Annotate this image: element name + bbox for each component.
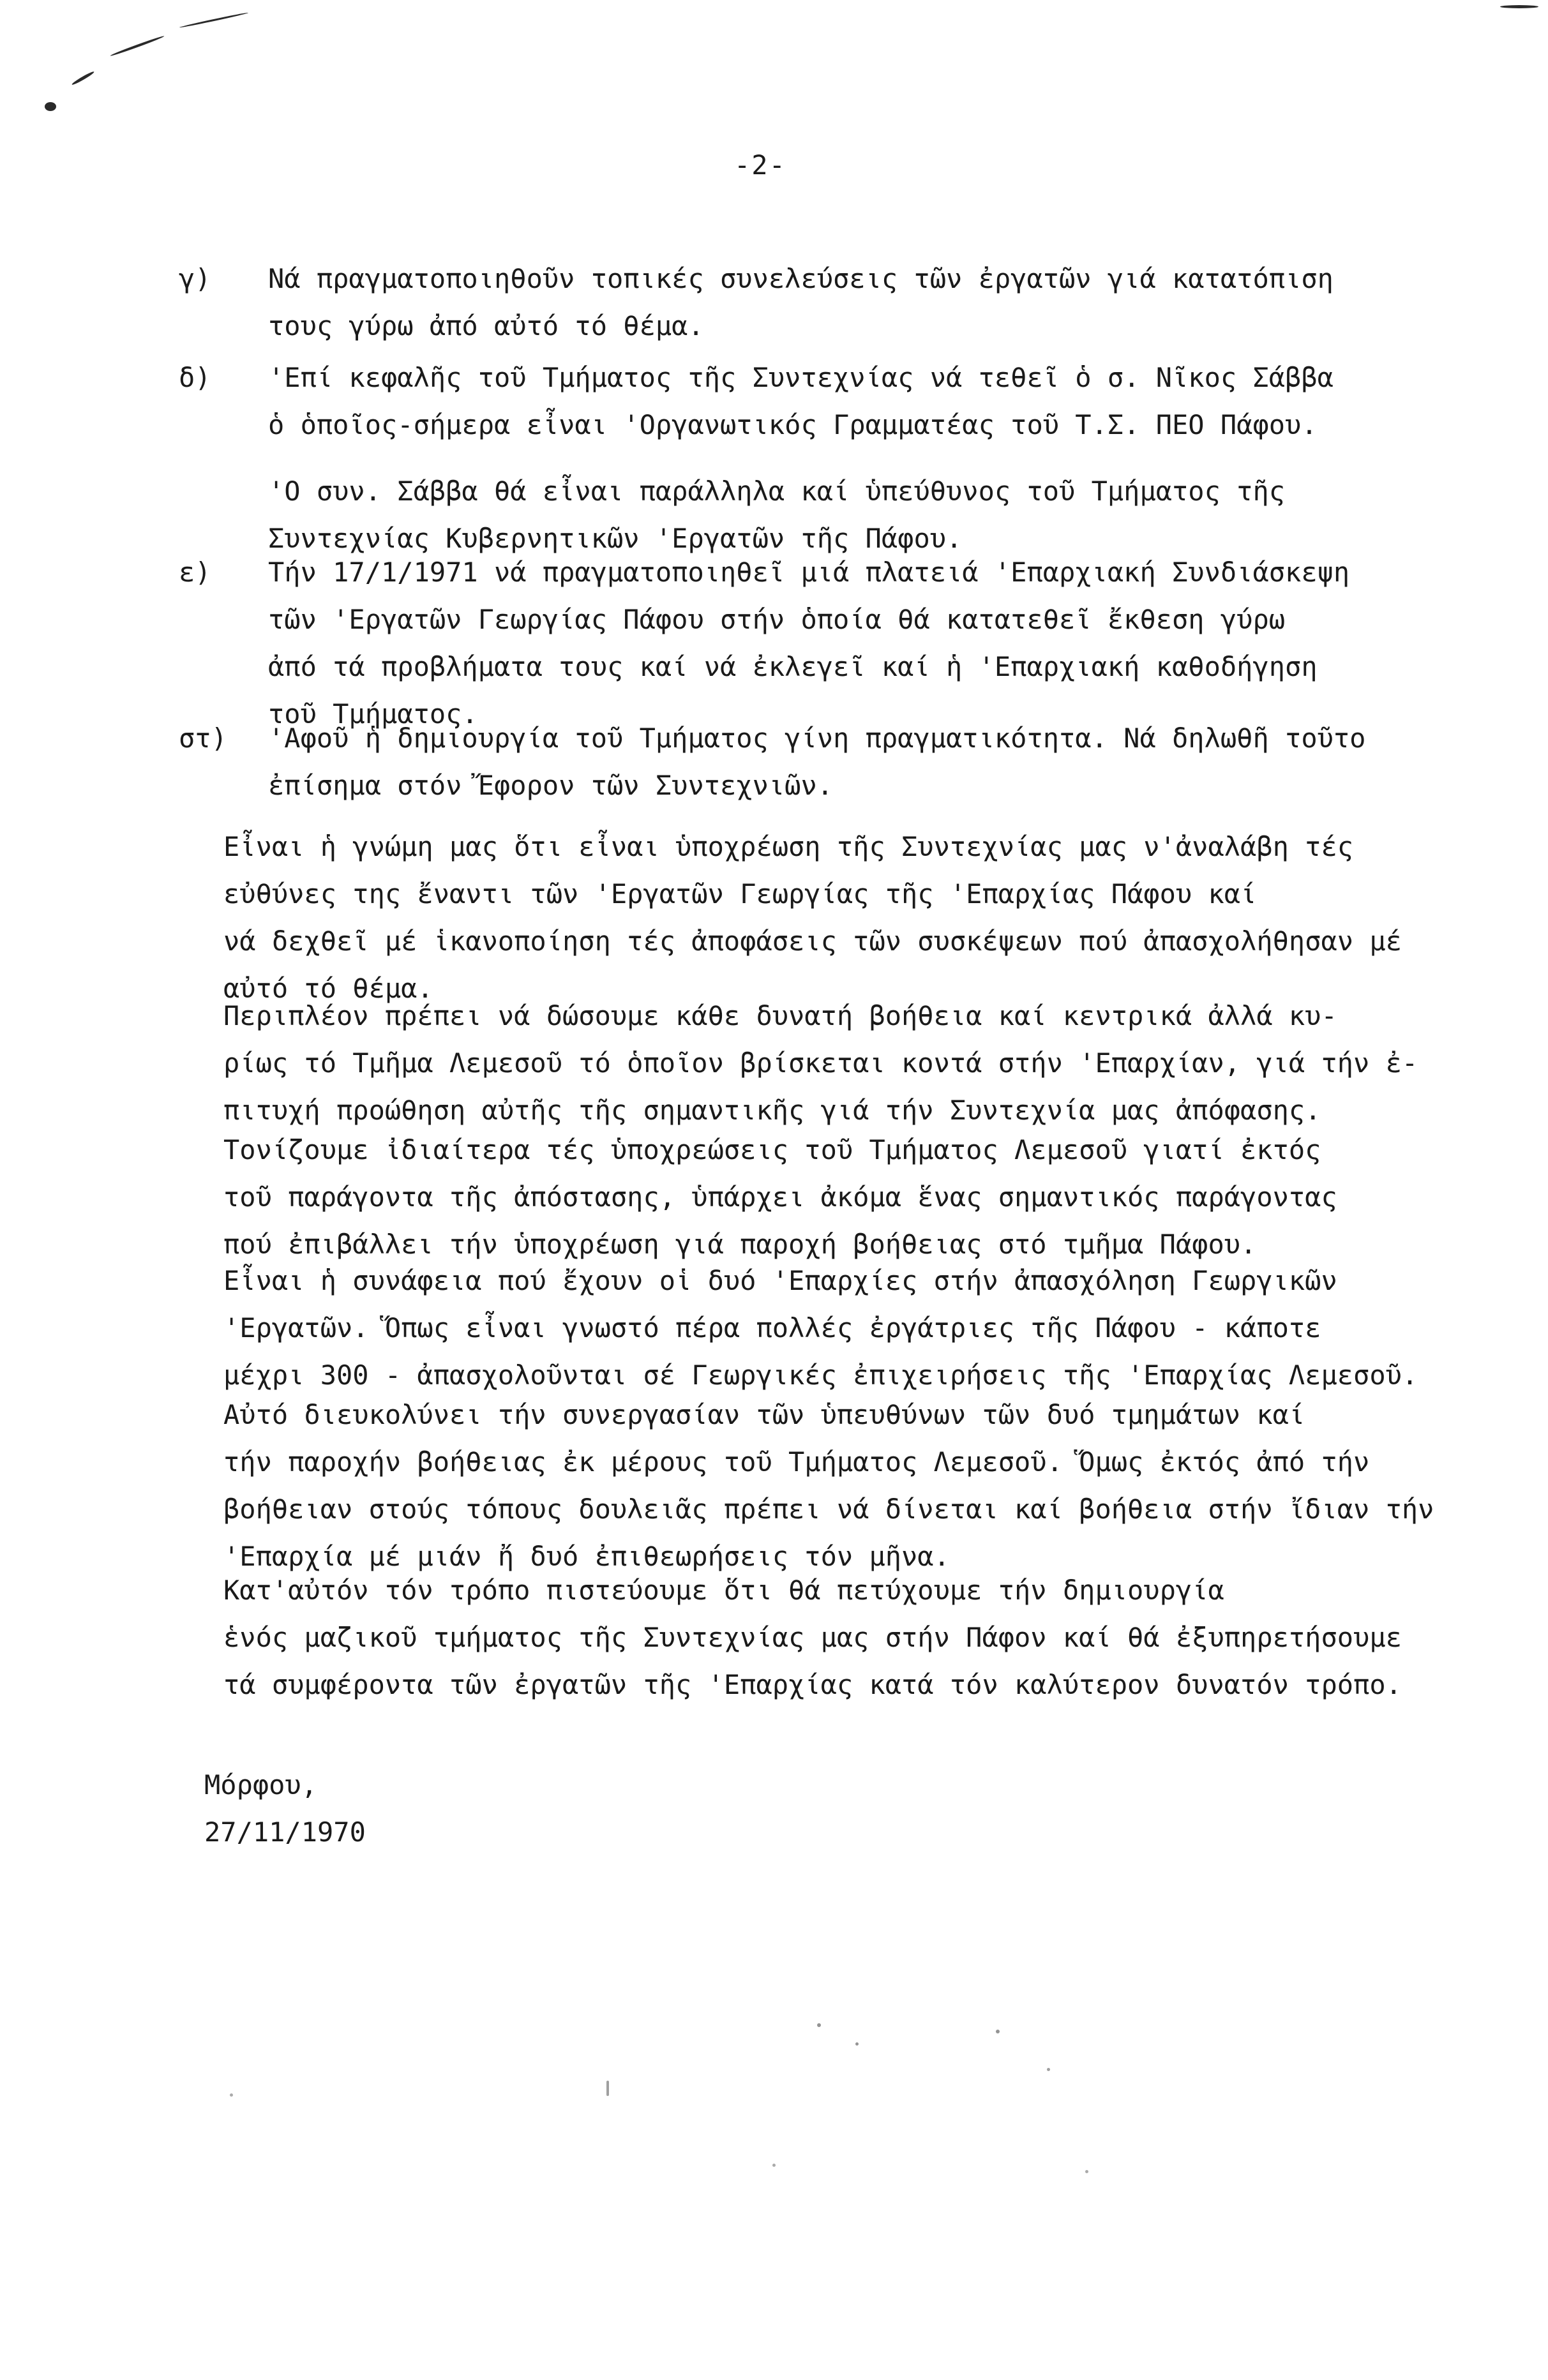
text-line: τῶν 'Εργατῶν Γεωργίας Πάφου στήν ὁποία θά κατατεθεῖ ἔκθεση γύρω [268, 604, 1286, 635]
list-item-label: στ) [179, 722, 227, 754]
scan-mark [1085, 2170, 1088, 2173]
text-line: Εἶναι ἡ γνώμη μας ὅτι εἶναι ὑποχρέωση τῆς Συντεχνίας μας ν'ἀναλάβη τές [223, 831, 1354, 862]
text-line: τους γύρω ἀπό αὐτό τό θέμα. [268, 310, 704, 341]
text-line: τοῦ Τμήματος. [268, 698, 478, 730]
scan-mark [817, 2023, 821, 2027]
text-line: Εἶναι ἡ συνάφεια πού ἔχουν οἱ δυό 'Επαρχίες στήν ἀπασχόληση Γεωργικῶν [223, 1265, 1337, 1296]
text-line: νά δεχθεῖ μέ ἱκανοποίηση τές ἀποφάσεις τῶν συσκέψεων πού ἀπασχολήθησαν μέ [223, 925, 1402, 957]
text-line: εὐθύνες της ἔναντι τῶν 'Εργατῶν Γεωργίας τῆς 'Επαρχίας Πάφου καί [223, 878, 1257, 909]
text-line: βοήθειαν στούς τόπους δουλειᾶς πρέπει νά δίνεται καί βοήθεια στήν ἴδιαν τήν [223, 1493, 1434, 1525]
page-number: -2- [734, 149, 786, 181]
signature-date: 27/11/1970 [204, 1816, 366, 1848]
text-line: Τήν 17/1/1971 νά πραγματοποιηθεῖ μιά πλατειά 'Επαρχιακή Συνδιάσκεψη [268, 557, 1350, 588]
signature-block [204, 1762, 366, 1856]
list-item-text [268, 715, 1365, 809]
text-line: Τονίζουμε ἰδιαίτερα τές ὑποχρεώσεις τοῦ Τμήματος Λεμεσοῦ γιατί ἐκτός [223, 1134, 1321, 1165]
text-line: μέχρι 300 - ἀπασχολοῦνται σέ Γεωργικές ἐπιχειρήσεις τῆς 'Επαρχίας Λεμεσοῦ. [223, 1359, 1418, 1391]
paragraph [223, 823, 1402, 1012]
signature-place: Μόρφου, [204, 1769, 318, 1800]
scan-mark [772, 2164, 776, 2167]
scan-mark [110, 35, 165, 57]
list-item-text [268, 354, 1334, 562]
scan-mark [1047, 2068, 1050, 2071]
text-line: ὁ ὁποῖος-σήμερα εἶναι 'Οργανωτικός Γραμματέας τοῦ Τ.Σ. ΠΕΟ Πάφου. [268, 409, 1318, 440]
paragraph [223, 1567, 1402, 1709]
paragraph [223, 1126, 1337, 1268]
scan-mark [71, 70, 94, 86]
text-line: 'Επαρχία μέ μιάν ἤ δυό ἐπιθεωρήσεις τόν μῆνα. [223, 1541, 950, 1572]
text-line: Νά πραγματοποιηθοῦν τοπικές συνελεύσεις τῶν ἐργατῶν γιά κατατόπιση [268, 263, 1334, 294]
scan-mark [606, 2081, 609, 2096]
scan-mark [996, 2030, 1000, 2033]
text-line: τήν παροχήν βοήθειας ἐκ μέρους τοῦ Τμήματος Λεμεσοῦ. Ὅμως ἐκτός ἀπό τήν [223, 1446, 1370, 1478]
text-line: ἀπό τά προβλήματα τους καί νά ἐκλεγεῖ καί ἡ 'Επαρχιακή καθοδήγηση [268, 651, 1318, 682]
text-line: τά συμφέροντα τῶν ἐργατῶν τῆς 'Επαρχίας κατά τόν καλύτερον δυνατόν τρόπο. [223, 1669, 1402, 1700]
list-item-label: ε) [179, 557, 211, 588]
text-line: ρίως τό Τμῆμα Λεμεσοῦ τό ὁποῖον βρίσκεται κοντά στήν 'Επαρχίαν, γιά τήν ἐ- [223, 1047, 1418, 1079]
scan-mark [179, 12, 248, 29]
text-line: 'Επί κεφαλῆς τοῦ Τμήματος τῆς Συντεχνίας νά τεθεῖ ὁ σ. Νῖκος Σάββα [268, 362, 1334, 393]
text-line: τοῦ παράγοντα τῆς ἀπόστασης, ὑπάρχει ἀκόμα ἕνας σημαντικός παράγοντας [223, 1181, 1337, 1213]
scan-mark [45, 102, 56, 111]
list-item-text [268, 549, 1349, 738]
text-line: Κατ'αὐτόν τόν τρόπο πιστεύουμε ὅτι θά πετύχουμε τήν δημιουργία [223, 1575, 1224, 1606]
text-line: 'Ο συν. Σάββα θά εἶναι παράλληλα καί ὑπεύθυνος τοῦ Τμήματος τῆς [268, 475, 1286, 507]
text-line: ἑνός μαζικοῦ τμήματος τῆς Συντεχνίας μας στήν Πάφον καί θά ἐξυπηρετήσουμε [223, 1622, 1402, 1653]
list-item-label: γ) [179, 263, 211, 294]
text-line: 'Αφοῦ ἡ δημιουργία τοῦ Τμήματος γίνη πραγματικότητα. Νά δηλωθῆ τοῦτο [268, 722, 1366, 754]
text-line: 'Εργατῶν. Ὅπως εἶναι γνωστό πέρα πολλές ἐργάτριες τῆς Πάφου - κάποτε [223, 1312, 1321, 1343]
text-line: Αὐτό διευκολύνει τήν συνεργασίαν τῶν ὑπευθύνων τῶν δυό τμημάτων καί [223, 1399, 1305, 1430]
text-line: πιτυχή προώθηση αὐτῆς τῆς σημαντικῆς γιά τήν Συντεχνία μας ἀπόφασης. [223, 1095, 1321, 1126]
text-line: αὐτό τό θέμα. [223, 973, 433, 1004]
scan-mark [230, 2093, 233, 2097]
scan-mark [1500, 5, 1538, 8]
paragraph [223, 1257, 1418, 1399]
text-line: ἐπίσημα στόν Ἔφορον τῶν Συντεχνιῶν. [268, 770, 834, 801]
text-line: Περιπλέον πρέπει νά δώσουμε κάθε δυνατή βοήθεια καί κεντρικά ἀλλά κυ- [223, 1000, 1337, 1031]
scan-mark [855, 2042, 859, 2046]
text-line [268, 449, 1334, 468]
paragraph [223, 992, 1418, 1134]
text-line: Συντεχνίας Κυβερνητικῶν 'Εργατῶν τῆς Πάφου. [268, 523, 963, 554]
paragraph [223, 1391, 1434, 1580]
list-item-label: δ) [179, 362, 211, 393]
list-item-text [268, 255, 1334, 350]
text-line: πού ἐπιβάλλει τήν ὑποχρέωση γιά παροχή βοήθειας στό τμῆμα Πάφου. [223, 1229, 1257, 1260]
